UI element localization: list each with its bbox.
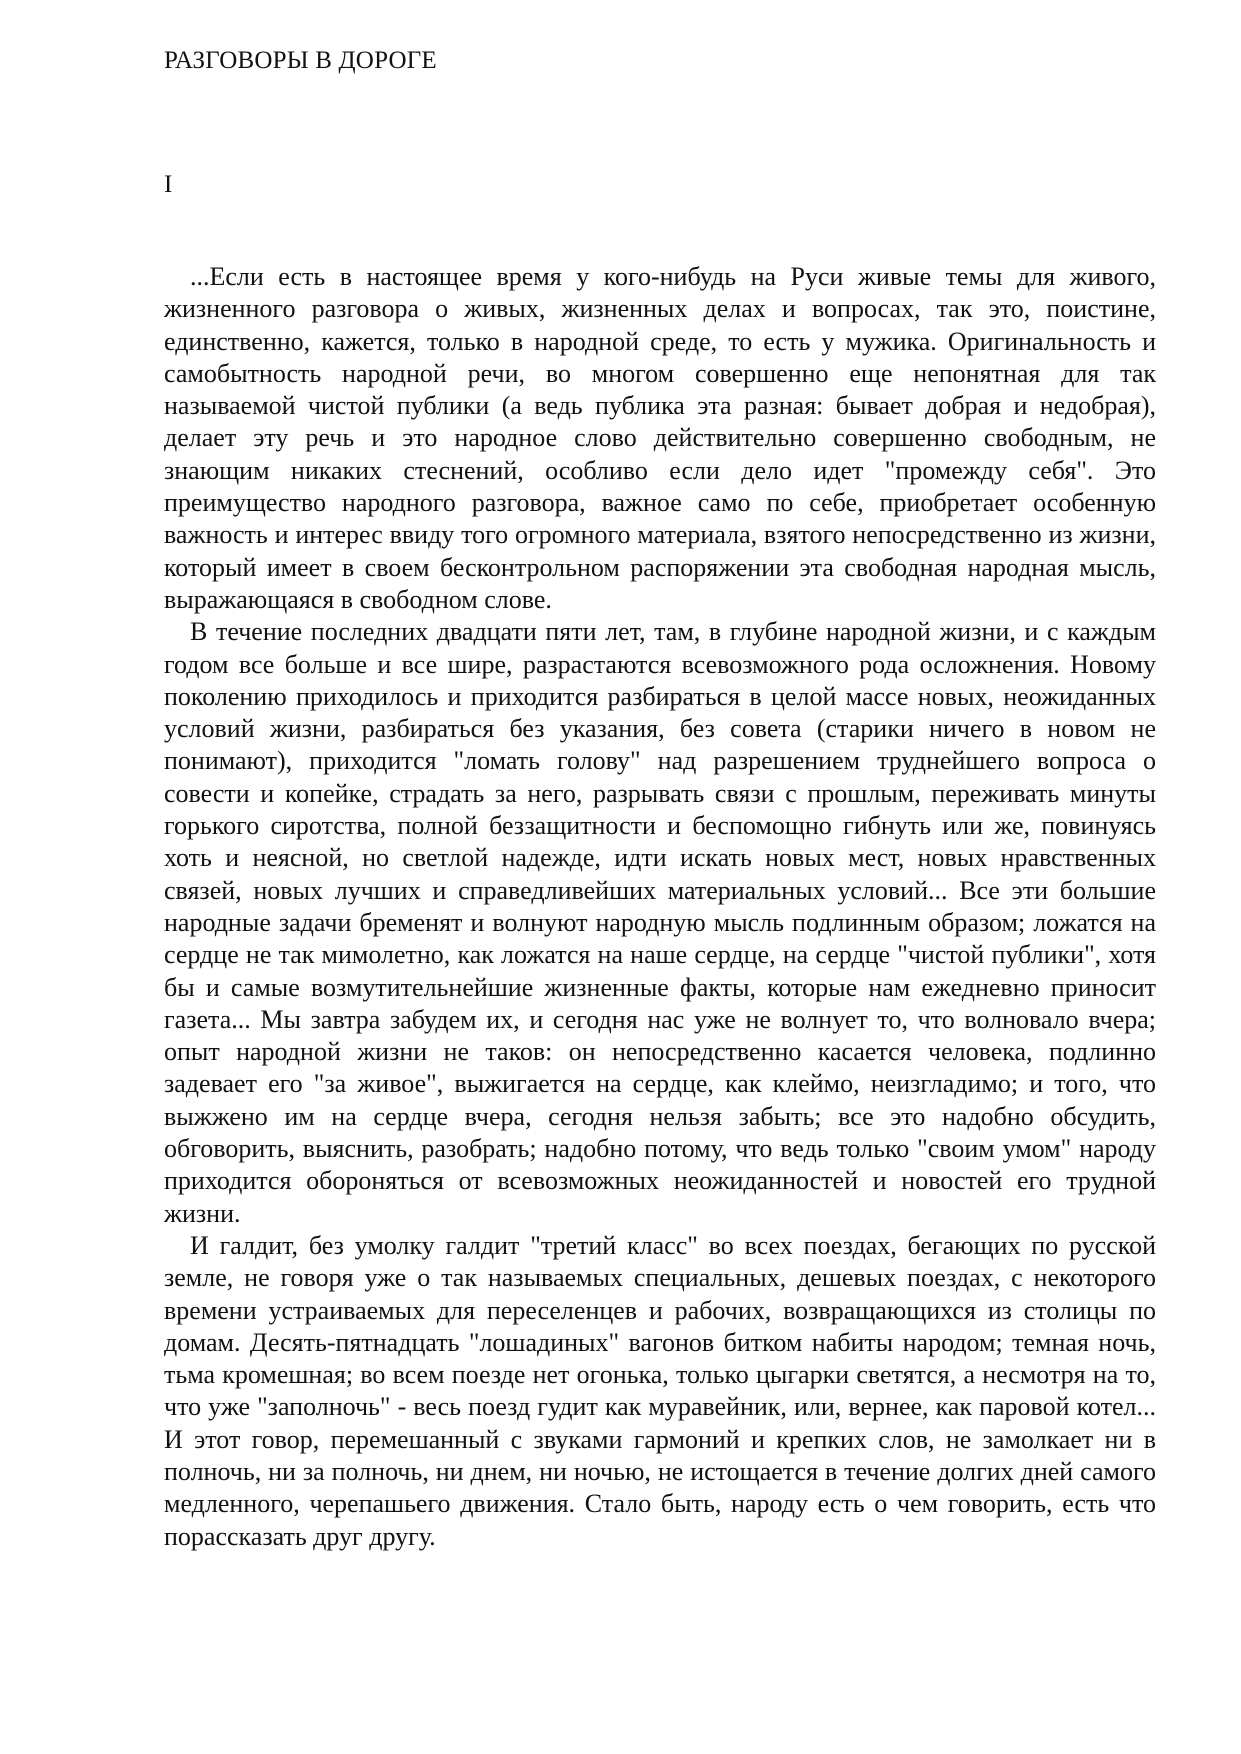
paragraph-2: В течение последних двадцати пяти лет, там, в глубине народной жизни, и с каждым годом все больше и все шире, разрастаются всевозможного рода осложнения. Новому поколению приходилось и приходится разбираться в целой массе новых, неожиданных условий жизни, разбираться без указания, без совета (старики ничего в новом не понимают), приходится "ломать голову" над разрешением труднейшего вопроса о совести и копейке, страдать за него, разрывать связи с прошлым, переживать минуты горького сиротства, полной беззащитности и беспомощно гибнуть или же, повинуясь хоть и неясной, но светлой надежде, идти искать новых мест, новых нравственных связей, новых лучших и справедливейших материальных условий... Все эти большие народные задачи бременят и волнуют народную мысль подлинным образом; ложатся на сердце не так мимолетно, как ложатся на наше сердце, на сердце "чистой публики", хотя бы и самые возмутительнейшие жизненные факты, которые нам ежедневно приносит газета... Мы завтра забудем их, и сегодня нас уже не волнует то, что волновало вчера; опыт народной жизни не таков: он непосредственно касается человека, подлинно задевает его "за живое", выжигается на сердце, как клеймо, неизгладимо; и того, что выжжено им на сердце вчера, сегодня нельзя забыть; все это надобно обсудить, обговорить, выяснить, разобрать; надобно потому, что ведь только "своим умом" народу приходится обороняться от всевозможных неожиданностей и новостей его трудной жизни. [164, 617, 1156, 1228]
section-number: I [164, 171, 173, 198]
document-title: РАЗГОВОРЫ В ДОРОГЕ [164, 47, 437, 74]
paragraph-1: ...Если есть в настоящее время у кого-нибудь на Руси живые темы для живого, жизненного разговора о живых, жизненных делах и вопросах, так это, поистине, единственно, кажется, только в народной среде, то есть у мужика. Оригинальность и самобытность народной речи, во многом совершенно еще непонятная для так называемой чистой публики (а ведь публика эта разная: бывает добрая и недобрая), делает эту речь и это народное слово действительно совершенно свободным, не знающим никаких стеснений, особливо если дело идет "промежду себя". Это преимущество народного разговора, важное само по себе, приобретает особенную важность и интерес ввиду того огромного материала, взятого непосредственно из жизни, который имеет в своем бесконтрольном распоряжении эта свободная народная мысль, выражающаяся в свободном слове. [164, 262, 1156, 614]
paragraph-3: И галдит, без умолку галдит "третий класс" во всех поездах, бегающих по русской земле, не говоря уже о так называемых специальных, дешевых поездах, с некоторого времени устраиваемых для переселенцев и рабочих, возвращающихся из столицы по домам. Десять-пятнадцать "лошадиных" вагонов битком набиты народом; темная ночь, тьма кромешная; во всем поезде нет огонька, только цыгарки светятся, а несмотря на то, что уже "заполночь" - весь поезд гудит как муравейник, или, вернее, как паровой котел... И этот говор, перемешанный с звуками гармоний и крепких слов, не замолкает ни в полночь, ни за полночь, ни днем, ни ночью, не истощается в течение долгих дней самого медленного, черепашьего движения. Стало быть, народу есть о чем говорить, есть что порассказать друг другу. [164, 1230, 1156, 1551]
body-text [164, 261, 1156, 1553]
